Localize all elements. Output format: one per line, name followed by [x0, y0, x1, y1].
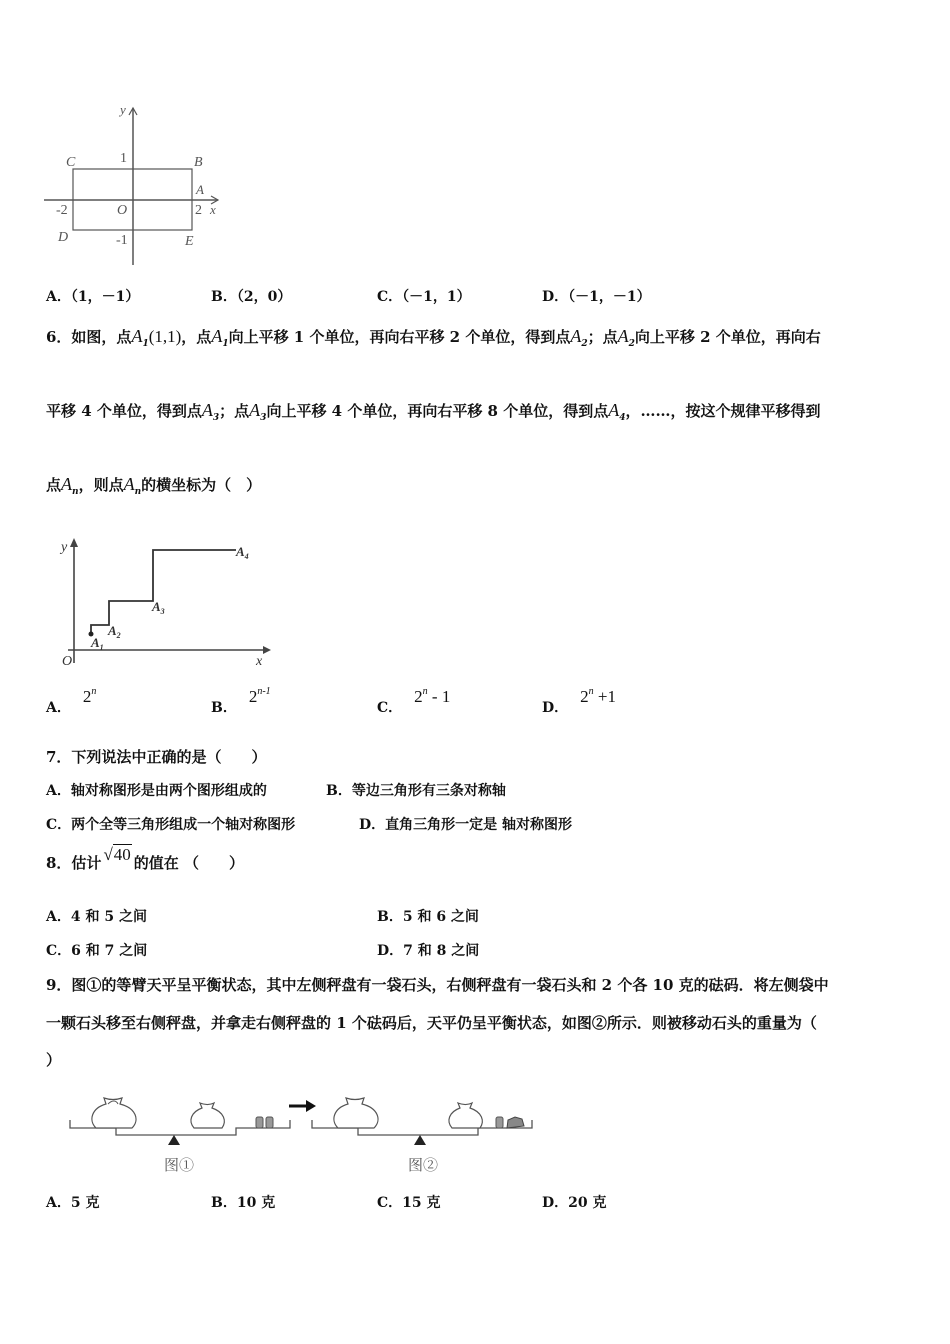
balance-figure-1: [70, 1098, 290, 1174]
stone-icon: [507, 1117, 524, 1128]
q9-stem-line-1: 9．图①的等臂天平呈平衡状态，其中左侧秤盘有一袋石头，右侧秤盘有一袋石头和 2 个各 10 克的砝码．将左侧袋中: [46, 976, 829, 994]
q8-option-b[interactable]: B．5 和 6 之间: [377, 909, 479, 925]
y-axis-label: y: [120, 102, 126, 117]
q6-stem-line-2: 平移 4 个单位，得到点$A_3$；点$A_3$向上平移 4 个单位，再向右平移 8 个单位，得到点$A_4$，……，按这个规律平移得到: [46, 400, 821, 423]
q9-option-c[interactable]: C．15 克: [377, 1195, 441, 1211]
a2-label: $A_2$: [108, 623, 121, 640]
weight-icon: [266, 1117, 273, 1128]
point-d-label: D: [58, 230, 69, 245]
q8-option-c[interactable]: C．6 和 7 之间: [46, 943, 148, 959]
q9-stem-line-2: 一颗石头移至右侧秤盘，并拿走右侧秤盘的 1 个砝码后，天平仍呈平衡状态，如图②所示．则被移动石头的重量为（: [46, 1014, 817, 1032]
stone-bag-icon: [191, 1103, 224, 1128]
point-e-label: E: [185, 234, 194, 249]
rectangle-coordinate-figure: [40, 100, 230, 270]
q5-option-a[interactable]: A．（1，－1）: [46, 289, 140, 305]
q6-option-b[interactable]: B．2$^{n-1}$: [211, 686, 271, 716]
stone-bag-icon: [92, 1098, 136, 1128]
q5-option-d[interactable]: D．（－1，－1）: [542, 289, 651, 305]
balance-figure-2: [312, 1098, 532, 1174]
q6-stem-line-3: 点$A_n$，则点$A_n$的横坐标为（ ）: [46, 474, 262, 497]
q5-option-b[interactable]: B．（2，0）: [211, 289, 292, 305]
point-a-label: A: [196, 182, 204, 197]
x-axis-label: x: [256, 654, 263, 669]
fulcrum-2: [414, 1135, 426, 1145]
x-axis-arrow: [263, 646, 271, 654]
fulcrum-1: [168, 1135, 180, 1145]
figure-1-label: 图①: [164, 1158, 195, 1174]
q5-option-c[interactable]: C．（－1，1）: [377, 289, 471, 305]
q7-option-d[interactable]: D．直角三角形一定是 轴对称图形: [359, 817, 573, 833]
a1-label: $A_1$: [91, 635, 104, 652]
q8-stem: 8．估计 √40 的值在 （ ）: [46, 845, 245, 872]
weight-icon: [496, 1117, 503, 1128]
origin-label: O: [62, 654, 73, 669]
q7-stem: 7．下列说法中正确的是（ ）: [46, 748, 267, 766]
balance-figures: [66, 1090, 536, 1180]
q6-option-c[interactable]: C．2$^n$ - 1: [377, 686, 451, 716]
x-axis-label: x: [210, 202, 216, 217]
staircase-translation-figure: [58, 535, 278, 670]
q9-option-a[interactable]: A．5 克: [46, 1195, 100, 1211]
origin-label: O: [117, 203, 128, 218]
q8-option-a[interactable]: A．4 和 5 之间: [46, 909, 147, 925]
y-axis-arrow: [70, 538, 78, 547]
q6-option-d[interactable]: D．2$^n$ +1: [542, 686, 616, 716]
point-b-label: B: [194, 155, 203, 170]
q6-stem-line-1: 6．如图，点$A_1(1,1)$，点$A_1$向上平移 1 个单位，再向右平移 2 个单位，得到点$A_2$；点$A_2$向上平移 2 个单位，再向右: [46, 326, 821, 349]
weight-icon: [256, 1117, 263, 1128]
q7-option-a[interactable]: A．轴对称图形是由两个图形组成的: [46, 783, 267, 799]
stone-bag-icon: [334, 1098, 378, 1128]
q7-option-c[interactable]: C．两个全等三角形组成一个轴对称图形: [46, 817, 296, 833]
point-c-label: C: [66, 155, 76, 170]
figure-2-label: 图②: [408, 1158, 439, 1174]
tick-label-1: 1: [120, 151, 127, 166]
arrow-icon: [289, 1100, 316, 1112]
y-axis-label: y: [61, 540, 68, 555]
a3-label: $A_3$: [152, 599, 165, 616]
a4-label: $A_4$: [236, 544, 249, 561]
tick-label-neg-2: -2: [56, 203, 68, 218]
q9-stem-line-3: ）: [46, 1051, 62, 1069]
q8-option-d[interactable]: D．7 和 8 之间: [377, 943, 480, 959]
q9-option-d[interactable]: D．20 克: [542, 1195, 607, 1211]
q7-option-b[interactable]: B．等边三角形有三条对称轴: [326, 783, 506, 799]
stone-bag-icon: [449, 1103, 482, 1128]
tick-label-2: 2: [195, 203, 202, 218]
tick-label-neg-1: -1: [116, 233, 128, 248]
q9-option-b[interactable]: B．10 克: [211, 1195, 276, 1211]
q6-option-a[interactable]: A．2$^n$: [46, 686, 97, 716]
